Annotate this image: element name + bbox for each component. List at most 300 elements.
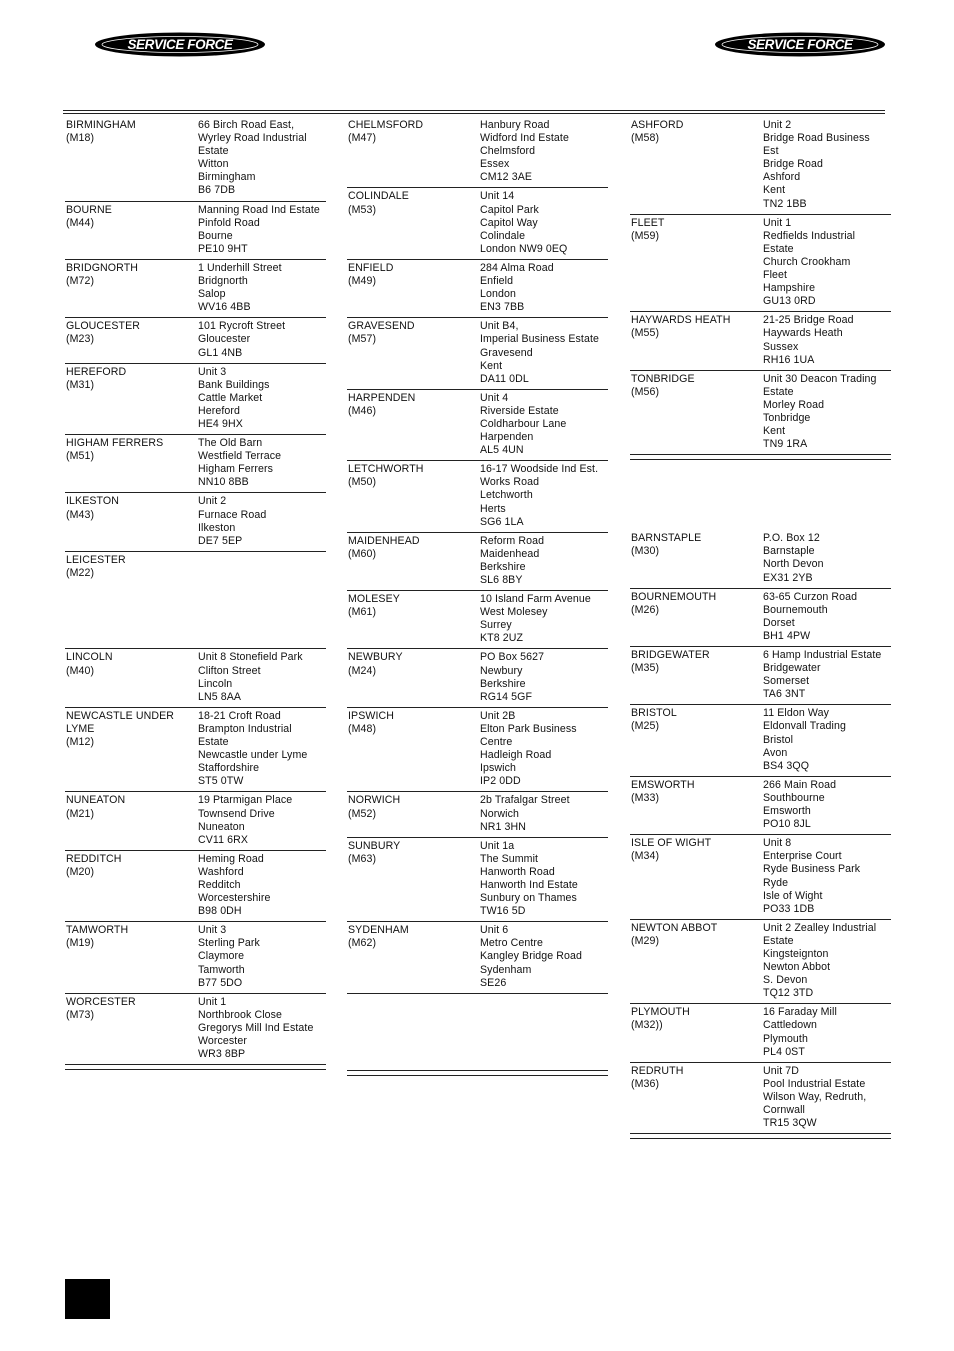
dealer-entry <box>347 318 608 389</box>
town-line: HEREFORD <box>66 365 127 378</box>
dealer-town <box>348 119 480 184</box>
address-line: Wilson Way, Redruth, <box>763 1090 867 1103</box>
dealer-address <box>480 651 608 703</box>
address-line: Dorset <box>763 616 795 629</box>
address-line: Pinfold Road <box>198 216 260 229</box>
address-line: London <box>480 288 516 301</box>
dealer-address <box>763 591 891 643</box>
address-line: Birmingham <box>198 171 256 184</box>
address-line: Unit 1 <box>763 216 792 229</box>
address-line: Newbury <box>480 664 523 677</box>
dealer-town <box>631 217 763 309</box>
dealer-address <box>198 710 326 789</box>
dealer-town <box>631 707 763 772</box>
dealer-town <box>631 532 763 584</box>
address-line: DE7 5EP <box>198 534 243 547</box>
dealer-entry <box>630 589 891 647</box>
address-line: 19 Ptarmigan Place <box>198 794 293 807</box>
dealer-address <box>763 707 891 772</box>
address-line: Sydenham <box>480 963 532 976</box>
address-line: Unit 14 <box>480 190 515 203</box>
address-line: Riverside Estate <box>480 404 559 417</box>
town-line: (M60) <box>348 547 377 560</box>
dealer-entry <box>630 647 891 705</box>
address-line: Salop <box>198 288 226 301</box>
town-line <box>66 632 198 645</box>
town-line: EMSWORTH <box>631 778 695 791</box>
address-line: Enfield <box>480 275 514 288</box>
dealer-entry <box>347 461 608 532</box>
address-line: Essex <box>480 158 510 171</box>
address-line: TN2 1BB <box>763 197 807 210</box>
address-line: Heming Road <box>198 852 264 865</box>
town-line: GRAVESEND <box>348 320 415 333</box>
address-line: Westfield Terrace <box>198 450 282 463</box>
address-line: Southbourne <box>763 791 825 804</box>
dealer-address <box>480 924 608 989</box>
town-line: FLEET <box>631 216 665 229</box>
town-line: COLINDALE <box>348 190 409 203</box>
dealer-entry <box>65 649 326 707</box>
town-line: (M29) <box>631 934 660 947</box>
town-line: (M20) <box>66 865 95 878</box>
town-line: (M26) <box>631 603 660 616</box>
dealer-address <box>198 651 326 703</box>
address-line: PO33 1DB <box>763 902 815 915</box>
address-line: Letchworth <box>480 489 533 502</box>
address-line: Isle of Wight <box>763 889 823 902</box>
town-line: LEICESTER <box>66 553 126 566</box>
address-line: London NW9 0EQ <box>480 242 568 255</box>
dealer-entry <box>65 493 326 551</box>
dealer-town <box>631 1065 763 1130</box>
address-line: Hadleigh Road <box>480 749 552 762</box>
address-line: Newcastle under Lyme <box>198 749 308 762</box>
address-line: Bridge Road <box>763 158 823 171</box>
town-line: (M12) <box>66 736 95 749</box>
address-line: Worcestershire <box>198 892 271 905</box>
dealer-town <box>66 262 198 314</box>
address-line: 16 Faraday Mill <box>763 1006 837 1019</box>
dealer-address <box>480 320 608 385</box>
address-line: PL4 0ST <box>763 1045 805 1058</box>
address-line: Hereford <box>198 404 241 417</box>
address-line: PO10 8JL <box>763 818 811 831</box>
town-line: (M61) <box>348 606 377 619</box>
dealer-town <box>66 651 198 703</box>
address-line: Enterprise Court <box>763 850 842 863</box>
dealer-address <box>198 924 326 989</box>
dealer-town <box>66 996 198 1061</box>
town-line <box>66 619 198 632</box>
town-line: ASHFORD <box>631 119 684 131</box>
dealer-town <box>348 840 480 919</box>
dealer-entry <box>347 117 608 188</box>
address-line: Ashford <box>763 171 801 184</box>
address-line: Kangley Bridge Road <box>480 950 583 963</box>
town-line: (M25) <box>631 720 660 733</box>
address-line: Unit 8 <box>763 837 792 850</box>
dealer-town <box>66 437 198 489</box>
dealer-town <box>66 710 198 789</box>
address-line: PO Box 5627 <box>480 651 545 664</box>
address-line: Sterling Park <box>198 937 260 950</box>
town-line <box>66 606 198 619</box>
town-line: CHELMSFORD <box>348 119 424 131</box>
town-line: (M56) <box>631 385 660 398</box>
dealer-entry <box>65 552 326 650</box>
address-line: Estate <box>198 145 229 158</box>
address-line: Elton Park Business <box>480 722 577 735</box>
dealer-town <box>631 373 763 452</box>
town-line: LYME <box>66 722 95 735</box>
address-line: Redditch <box>198 878 241 891</box>
dealer-address <box>763 217 891 309</box>
address-line: Pool Industrial Estate <box>763 1077 866 1090</box>
dealer-address <box>198 320 326 359</box>
address-line: Unit 4 <box>480 391 509 404</box>
address-line: 18-21 Croft Road <box>198 709 281 722</box>
dealer-entry <box>65 364 326 435</box>
address-line: RH16 1UA <box>763 353 815 366</box>
town-line: HIGHAM FERRERS <box>66 437 164 450</box>
town-line: (M48) <box>348 722 377 735</box>
address-line: CM12 3AE <box>480 171 533 184</box>
dealer-entry <box>65 792 326 850</box>
address-line: Surrey <box>480 619 512 632</box>
address-line: Bridge Road Business <box>763 132 870 145</box>
address-line: Widford Ind Estate <box>480 132 569 145</box>
address-line: GU13 0RD <box>763 295 816 308</box>
dealer-address <box>480 710 608 789</box>
dealer-entry <box>65 260 326 318</box>
address-line: Colindale <box>480 229 526 242</box>
service-force-logo-icon <box>714 31 886 58</box>
dealer-address <box>198 366 326 431</box>
address-line: Unit 1a <box>480 839 515 852</box>
address-line: SE26 <box>480 976 507 989</box>
address-line: Unit 2 <box>198 495 227 508</box>
address-line: Unit 2 Zealley Industrial <box>763 921 877 934</box>
column-3 <box>630 117 891 1139</box>
town-line: (M58) <box>631 132 660 145</box>
address-line: Morley Road <box>763 398 825 411</box>
dealer-entry <box>630 371 891 456</box>
dealer-address <box>763 373 891 452</box>
dealer-entry <box>630 835 891 920</box>
address-line: IP2 0DD <box>480 775 521 788</box>
address-line: S. Devon <box>763 974 808 987</box>
address-line: Church Crookham <box>763 255 851 268</box>
logo-text: SERVICE FORCE <box>127 37 233 52</box>
address-line: Plymouth <box>763 1032 808 1045</box>
dealer-entry <box>65 117 326 202</box>
town-line <box>66 580 198 593</box>
town-line: (M55) <box>631 327 660 340</box>
dealer-town <box>631 591 763 643</box>
address-line: Lincoln <box>198 677 233 690</box>
address-line: WV16 4BB <box>198 301 251 314</box>
dealer-town <box>348 320 480 385</box>
dealer-entry <box>347 390 608 461</box>
address-line: Tonbridge <box>763 411 811 424</box>
address-line: Brampton Industrial <box>198 722 292 735</box>
address-line: LN5 8AA <box>198 690 242 703</box>
town-line: ILKESTON <box>66 495 120 508</box>
dealer-entry <box>347 792 608 837</box>
address-line: Estate <box>763 242 794 255</box>
dealer-entry <box>65 318 326 363</box>
address-line: Estate <box>198 736 229 749</box>
dealer-entry <box>630 1004 891 1062</box>
town-line: (M44) <box>66 216 95 229</box>
address-line: Metro Centre <box>480 937 544 950</box>
town-line: (M19) <box>66 937 95 950</box>
dealer-town <box>66 119 198 198</box>
town-line: LETCHWORTH <box>348 463 424 476</box>
address-line: Unit 6 <box>480 924 509 937</box>
town-line: PLYMOUTH <box>631 1006 690 1019</box>
dealer-address <box>198 996 326 1061</box>
dealer-entry <box>630 530 891 588</box>
dealer-entry <box>630 312 891 370</box>
address-line: 66 Birch Road East, <box>198 119 295 131</box>
town-line: (M35) <box>631 662 660 675</box>
address-line: Cornwall <box>763 1104 806 1116</box>
address-line: Bridgewater <box>763 662 821 675</box>
column-2 <box>347 117 608 1076</box>
dealer-town <box>631 779 763 831</box>
address-line: TW16 5D <box>480 905 526 918</box>
town-line <box>66 593 198 606</box>
address-line: PE10 9HT <box>198 242 248 255</box>
address-line: Staffordshire <box>198 762 260 775</box>
dealer-entry <box>65 708 326 793</box>
address-line: Tamworth <box>198 963 245 976</box>
address-line: Claymore <box>198 950 245 963</box>
address-line: Newton Abbot <box>763 961 831 974</box>
address-line: BH1 4PW <box>763 629 811 642</box>
address-line: NR1 3HN <box>480 820 527 833</box>
dealer-address <box>480 463 608 528</box>
address-line: Bristol <box>763 733 794 746</box>
dealer-address <box>198 437 326 489</box>
address-line: 2b Trafalgar Street <box>480 794 570 807</box>
dealer-town <box>348 262 480 314</box>
address-line: Higham Ferrers <box>198 463 273 476</box>
dealer-entry <box>65 435 326 493</box>
address-line: Ipswich <box>480 762 517 775</box>
town-line: BRISTOL <box>631 707 677 720</box>
address-line: Reform Road <box>480 534 545 547</box>
dealer-entry <box>347 591 608 649</box>
blank-entry <box>347 994 608 1071</box>
town-line: (M57) <box>348 333 377 346</box>
address-line: Worcester <box>198 1035 247 1047</box>
address-line: The Summit <box>480 852 539 865</box>
address-line: Unit B4, <box>480 320 519 333</box>
town-line: (M30) <box>631 545 660 558</box>
address-line: Berkshire <box>480 677 526 690</box>
dealer-address <box>480 535 608 587</box>
address-line: Barnstaple <box>763 545 815 558</box>
town-line: (M33) <box>631 791 660 804</box>
logo-text: SERVICE FORCE <box>747 37 853 52</box>
dealer-address <box>198 794 326 846</box>
address-line: Somerset <box>763 675 810 688</box>
town-line: (M23) <box>66 333 95 346</box>
address-line: EX31 2YB <box>763 571 813 584</box>
address-line: EN3 7BB <box>480 301 525 314</box>
town-line: NEWBURY <box>348 651 403 664</box>
service-force-logo-left <box>94 31 266 58</box>
dealer-entry <box>347 838 608 923</box>
town-line: (M32)) <box>631 1019 663 1032</box>
dealer-address <box>763 314 891 366</box>
address-line: B6 7DB <box>198 184 236 197</box>
town-line: (M40) <box>66 664 95 677</box>
town-line: (M34) <box>631 850 660 863</box>
town-line: (M21) <box>66 807 95 820</box>
town-line: (M24) <box>348 664 377 677</box>
dealer-entry <box>65 994 326 1065</box>
dealer-entry <box>65 851 326 922</box>
address-line: Chelmsford <box>480 145 536 158</box>
dealer-entry <box>65 202 326 260</box>
address-line: Ilkeston <box>198 521 236 534</box>
dealer-town <box>66 853 198 918</box>
dealer-address <box>480 119 608 184</box>
address-line: 101 Rycroft Street <box>198 320 286 333</box>
address-line: TN9 1RA <box>763 438 808 451</box>
address-line: Ryde <box>763 876 789 889</box>
town-line: (M49) <box>348 275 377 288</box>
town-line: BIRMINGHAM <box>66 119 136 131</box>
town-line: (M53) <box>348 203 377 216</box>
address-line: 21-25 Bridge Road <box>763 314 854 327</box>
dealer-address <box>763 649 891 701</box>
column-end-double-rule <box>347 1070 608 1076</box>
address-line: Works Road <box>480 476 540 489</box>
town-line: REDRUTH <box>631 1064 684 1077</box>
address-line: Imperial Business Estate <box>480 333 599 346</box>
address-line: Cattledown <box>763 1019 817 1032</box>
address-line: Emsworth <box>763 805 811 818</box>
address-line: 10 Island Farm Avenue <box>480 593 591 606</box>
town-line: (M43) <box>66 508 95 521</box>
address-line: Wyrley Road Industrial <box>198 132 307 145</box>
address-line: Centre <box>480 736 513 749</box>
town-line: NUNEATON <box>66 794 126 807</box>
dealer-entry <box>65 922 326 993</box>
address-line: 63-65 Curzon Road <box>763 590 858 603</box>
dealer-town <box>631 314 763 366</box>
town-line: NEWCASTLE UNDER <box>66 709 175 722</box>
dealer-town <box>631 1006 763 1058</box>
dealer-town <box>631 119 763 211</box>
address-line: Bournemouth <box>763 603 828 616</box>
address-line: Kent <box>763 425 786 438</box>
column-end-double-rule <box>630 1133 891 1139</box>
town-line: (M62) <box>348 937 377 950</box>
address-line: North Devon <box>763 558 824 571</box>
dealer-entry <box>347 649 608 707</box>
address-line: B77 5DO <box>198 976 243 989</box>
dealer-town <box>631 649 763 701</box>
service-force-logo-icon <box>94 31 266 58</box>
address-line: TR15 3QW <box>763 1117 817 1130</box>
address-line: Nuneaton <box>198 820 245 833</box>
address-line: Unit 1 <box>198 995 227 1008</box>
dealer-address <box>198 853 326 918</box>
address-line: Estate <box>763 934 794 947</box>
address-line: RG14 5GF <box>480 690 533 703</box>
address-line: Clifton Street <box>198 664 261 677</box>
address-line: Witton <box>198 158 229 171</box>
town-line: NEWTON ABBOT <box>631 921 718 934</box>
dealer-address <box>480 392 608 457</box>
town-line: (M22) <box>66 566 95 579</box>
dealer-address <box>763 922 891 1001</box>
address-line: The Old Barn <box>198 437 263 450</box>
dealer-entry <box>630 1063 891 1134</box>
dealer-address <box>763 779 891 831</box>
address-line: Est <box>763 145 779 158</box>
town-line: LINCOLN <box>66 651 113 664</box>
address-line: ST5 0TW <box>198 775 244 788</box>
town-line: GLOUCESTER <box>66 320 140 333</box>
dealer-town <box>348 710 480 789</box>
dealer-address <box>198 554 326 646</box>
address-line: Hanworth Ind Estate <box>480 878 578 891</box>
address-line: WR3 8BP <box>198 1048 246 1061</box>
dealer-town <box>66 554 198 646</box>
address-line: Fleet <box>763 269 788 282</box>
dealer-entry <box>630 920 891 1005</box>
town-line: (M47) <box>348 132 377 145</box>
dealer-address <box>763 119 891 211</box>
address-line: Unit 8 Stonefield Park <box>198 651 303 664</box>
dealer-town <box>66 794 198 846</box>
address-line: Unit 3 <box>198 365 227 378</box>
dealer-entry <box>630 117 891 215</box>
address-line: Norwich <box>480 807 519 820</box>
service-force-logo-right <box>714 31 886 58</box>
dealer-address <box>480 262 608 314</box>
town-line: TONBRIDGE <box>631 372 695 385</box>
top-double-rule <box>63 110 885 114</box>
town-line: MAIDENHEAD <box>348 534 420 547</box>
address-line: 16-17 Woodside Ind Est. <box>480 463 599 476</box>
address-line: Kent <box>480 359 503 372</box>
dealer-entry <box>347 922 608 993</box>
address-line: Hampshire <box>763 282 816 295</box>
dealer-town <box>348 190 480 255</box>
address-line: AL5 4UN <box>480 444 524 457</box>
address-line: Hanworth Road <box>480 865 555 878</box>
address-line: Bridgnorth <box>198 275 248 288</box>
address-line: Bourne <box>198 229 233 242</box>
dealer-address <box>480 190 608 255</box>
dealer-address <box>480 593 608 645</box>
address-line: Townsend Drive <box>198 807 275 820</box>
address-line: Bank Buildings <box>198 378 270 391</box>
address-line: Avon <box>763 746 788 759</box>
address-line: Haywards Heath <box>763 327 843 340</box>
town-line: ENFIELD <box>348 261 394 274</box>
address-line: Unit 2 <box>763 119 792 131</box>
address-line: Cattle Market <box>198 391 263 404</box>
